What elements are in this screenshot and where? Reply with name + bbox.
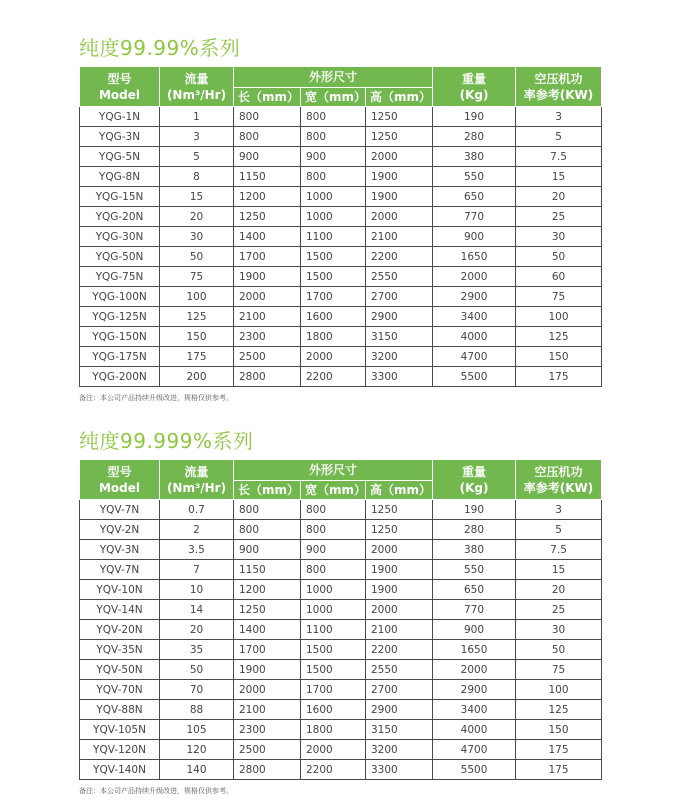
cell-height: 2700 <box>366 287 433 307</box>
cell-height: 1900 <box>366 560 433 580</box>
header-length: 长（mm） <box>234 481 301 500</box>
cell-flow: 200 <box>160 367 234 387</box>
cell-height: 3300 <box>366 760 433 780</box>
header-compressor: 空压机功 率参考(KW) <box>516 67 602 107</box>
cell-compressor: 125 <box>516 327 602 347</box>
cell-height: 2000 <box>366 147 433 167</box>
cell-compressor: 25 <box>516 600 602 620</box>
table-row <box>80 167 602 187</box>
cell-compressor: 60 <box>516 267 602 287</box>
cell-model: YQG-100N <box>80 287 160 307</box>
header-width: 宽（mm） <box>301 88 366 107</box>
cell-weight: 770 <box>433 600 516 620</box>
cell-height: 2900 <box>366 700 433 720</box>
cell-width: 1600 <box>301 307 366 327</box>
cell-flow: 50 <box>160 247 234 267</box>
cell-model: YQV-2N <box>80 520 160 540</box>
cell-height: 2200 <box>366 247 433 267</box>
table-row <box>80 660 602 680</box>
table-row <box>80 327 602 347</box>
cell-compressor: 15 <box>516 560 602 580</box>
cell-length: 1900 <box>234 267 301 287</box>
table-row <box>80 147 602 167</box>
cell-weight: 3400 <box>433 307 516 327</box>
cell-width: 900 <box>301 540 366 560</box>
cell-length: 2000 <box>234 287 301 307</box>
cell-height: 3300 <box>366 367 433 387</box>
cell-flow: 88 <box>160 700 234 720</box>
table-row <box>80 620 602 640</box>
cell-compressor: 25 <box>516 207 602 227</box>
header-weight: 重量 (Kg) <box>433 460 516 500</box>
note: 备注：本公司产品持续升级改进，规格仅供参考。 <box>79 394 233 402</box>
cell-weight: 1650 <box>433 640 516 660</box>
cell-flow: 20 <box>160 620 234 640</box>
cell-flow: 175 <box>160 347 234 367</box>
cell-flow: 105 <box>160 720 234 740</box>
cell-width: 2000 <box>301 740 366 760</box>
table-row <box>80 307 602 327</box>
cell-weight: 4700 <box>433 347 516 367</box>
cell-width: 800 <box>301 127 366 147</box>
cell-weight: 4000 <box>433 327 516 347</box>
cell-weight: 190 <box>433 107 516 127</box>
cell-model: YQG-30N <box>80 227 160 247</box>
cell-flow: 30 <box>160 227 234 247</box>
header-height: 高（mm） <box>366 88 433 107</box>
cell-weight: 4700 <box>433 740 516 760</box>
cell-flow: 7 <box>160 560 234 580</box>
cell-model: YQV-140N <box>80 760 160 780</box>
header-height: 高（mm） <box>366 481 433 500</box>
cell-height: 2550 <box>366 267 433 287</box>
spec-table <box>79 459 602 780</box>
cell-length: 2100 <box>234 307 301 327</box>
cell-length: 2300 <box>234 327 301 347</box>
cell-flow: 14 <box>160 600 234 620</box>
cell-width: 800 <box>301 107 366 127</box>
cell-flow: 3 <box>160 127 234 147</box>
cell-flow: 15 <box>160 187 234 207</box>
cell-length: 1200 <box>234 580 301 600</box>
cell-model: YQV-14N <box>80 600 160 620</box>
header-width: 宽（mm） <box>301 481 366 500</box>
cell-length: 2100 <box>234 700 301 720</box>
cell-model: YQG-75N <box>80 267 160 287</box>
cell-height: 2550 <box>366 660 433 680</box>
cell-compressor: 50 <box>516 247 602 267</box>
cell-length: 1200 <box>234 187 301 207</box>
cell-weight: 280 <box>433 520 516 540</box>
cell-weight: 2000 <box>433 267 516 287</box>
cell-height: 3200 <box>366 347 433 367</box>
cell-model: YQG-200N <box>80 367 160 387</box>
cell-compressor: 150 <box>516 720 602 740</box>
cell-compressor: 7.5 <box>516 147 602 167</box>
cell-weight: 5500 <box>433 760 516 780</box>
cell-width: 1000 <box>301 600 366 620</box>
cell-length: 1150 <box>234 560 301 580</box>
table-row <box>80 600 602 620</box>
cell-model: YQG-50N <box>80 247 160 267</box>
cell-length: 2300 <box>234 720 301 740</box>
cell-width: 2200 <box>301 367 366 387</box>
header-flow: 流量 (Nm³/Hr) <box>160 67 234 107</box>
cell-model: YQV-35N <box>80 640 160 660</box>
cell-length: 1700 <box>234 247 301 267</box>
cell-model: YQV-120N <box>80 740 160 760</box>
cell-weight: 190 <box>433 500 516 520</box>
section-9999 <box>79 34 601 403</box>
cell-model: YQG-175N <box>80 347 160 367</box>
cell-weight: 650 <box>433 187 516 207</box>
cell-width: 800 <box>301 560 366 580</box>
cell-length: 2800 <box>234 760 301 780</box>
section-99999 <box>79 427 601 796</box>
cell-flow: 120 <box>160 740 234 760</box>
cell-model: YQV-50N <box>80 660 160 680</box>
cell-model: YQV-88N <box>80 700 160 720</box>
cell-height: 2000 <box>366 540 433 560</box>
table-row <box>80 720 602 740</box>
cell-height: 1900 <box>366 187 433 207</box>
cell-compressor: 75 <box>516 660 602 680</box>
cell-height: 3200 <box>366 740 433 760</box>
cell-height: 1900 <box>366 580 433 600</box>
cell-compressor: 175 <box>516 740 602 760</box>
table-row <box>80 247 602 267</box>
cell-compressor: 175 <box>516 760 602 780</box>
cell-width: 1500 <box>301 660 366 680</box>
cell-weight: 380 <box>433 540 516 560</box>
cell-weight: 650 <box>433 580 516 600</box>
header-model: 型号 Model <box>80 67 160 107</box>
cell-width: 800 <box>301 500 366 520</box>
cell-model: YQG-5N <box>80 147 160 167</box>
section-title: 纯度99.999%系列 <box>79 429 254 453</box>
cell-length: 1250 <box>234 600 301 620</box>
header-dimensions: 外形尺寸 <box>234 67 433 88</box>
cell-model: YQV-7N <box>80 500 160 520</box>
cell-flow: 70 <box>160 680 234 700</box>
cell-length: 2800 <box>234 367 301 387</box>
table-row <box>80 287 602 307</box>
table-row <box>80 680 602 700</box>
cell-height: 3150 <box>366 327 433 347</box>
cell-height: 1900 <box>366 167 433 187</box>
header-length: 长（mm） <box>234 88 301 107</box>
cell-model: YQG-1N <box>80 107 160 127</box>
cell-model: YQG-150N <box>80 327 160 347</box>
cell-model: YQV-20N <box>80 620 160 640</box>
cell-model: YQV-10N <box>80 580 160 600</box>
cell-height: 2000 <box>366 600 433 620</box>
cell-flow: 125 <box>160 307 234 327</box>
cell-width: 1000 <box>301 207 366 227</box>
spec-table <box>79 66 602 387</box>
cell-length: 1150 <box>234 167 301 187</box>
cell-weight: 550 <box>433 167 516 187</box>
cell-compressor: 30 <box>516 620 602 640</box>
cell-compressor: 50 <box>516 640 602 660</box>
cell-weight: 550 <box>433 560 516 580</box>
section-title: 纯度99.99%系列 <box>79 36 241 60</box>
table-row <box>80 107 602 127</box>
cell-flow: 150 <box>160 327 234 347</box>
cell-height: 2900 <box>366 307 433 327</box>
cell-compressor: 20 <box>516 580 602 600</box>
table-row <box>80 580 602 600</box>
cell-weight: 770 <box>433 207 516 227</box>
cell-length: 1400 <box>234 227 301 247</box>
cell-model: YQG-125N <box>80 307 160 327</box>
cell-weight: 2900 <box>433 287 516 307</box>
table-row <box>80 640 602 660</box>
cell-width: 1800 <box>301 327 366 347</box>
cell-compressor: 125 <box>516 700 602 720</box>
cell-width: 1000 <box>301 187 366 207</box>
cell-weight: 3400 <box>433 700 516 720</box>
table-row <box>80 227 602 247</box>
cell-width: 1500 <box>301 640 366 660</box>
cell-length: 1400 <box>234 620 301 640</box>
cell-weight: 1650 <box>433 247 516 267</box>
cell-compressor: 75 <box>516 287 602 307</box>
cell-width: 1800 <box>301 720 366 740</box>
cell-length: 2500 <box>234 740 301 760</box>
cell-compressor: 15 <box>516 167 602 187</box>
cell-width: 2200 <box>301 760 366 780</box>
cell-width: 1600 <box>301 700 366 720</box>
cell-length: 900 <box>234 147 301 167</box>
cell-model: YQV-70N <box>80 680 160 700</box>
cell-width: 1100 <box>301 620 366 640</box>
cell-length: 800 <box>234 127 301 147</box>
cell-flow: 1 <box>160 107 234 127</box>
table-row <box>80 127 602 147</box>
cell-compressor: 5 <box>516 127 602 147</box>
cell-flow: 20 <box>160 207 234 227</box>
cell-height: 2700 <box>366 680 433 700</box>
cell-height: 1250 <box>366 500 433 520</box>
cell-model: YQG-20N <box>80 207 160 227</box>
cell-model: YQG-8N <box>80 167 160 187</box>
cell-height: 1250 <box>366 127 433 147</box>
cell-weight: 280 <box>433 127 516 147</box>
cell-weight: 2000 <box>433 660 516 680</box>
cell-height: 3150 <box>366 720 433 740</box>
table-row <box>80 500 602 520</box>
cell-weight: 2900 <box>433 680 516 700</box>
cell-width: 1700 <box>301 680 366 700</box>
cell-length: 800 <box>234 500 301 520</box>
cell-compressor: 150 <box>516 347 602 367</box>
cell-width: 1100 <box>301 227 366 247</box>
header-model: 型号 Model <box>80 460 160 500</box>
cell-model: YQG-3N <box>80 127 160 147</box>
cell-height: 1250 <box>366 520 433 540</box>
cell-compressor: 5 <box>516 520 602 540</box>
note: 备注：本公司产品持续升级改进，规格仅供参考。 <box>79 787 233 795</box>
table-row <box>80 540 602 560</box>
cell-model: YQV-105N <box>80 720 160 740</box>
cell-width: 1500 <box>301 247 366 267</box>
cell-width: 1500 <box>301 267 366 287</box>
cell-height: 2100 <box>366 227 433 247</box>
cell-flow: 50 <box>160 660 234 680</box>
cell-length: 1900 <box>234 660 301 680</box>
cell-flow: 3.5 <box>160 540 234 560</box>
table-row <box>80 367 602 387</box>
cell-compressor: 175 <box>516 367 602 387</box>
cell-compressor: 3 <box>516 107 602 127</box>
cell-flow: 140 <box>160 760 234 780</box>
cell-flow: 0.7 <box>160 500 234 520</box>
cell-compressor: 30 <box>516 227 602 247</box>
cell-compressor: 3 <box>516 500 602 520</box>
header-weight: 重量 (Kg) <box>433 67 516 107</box>
cell-length: 1700 <box>234 640 301 660</box>
cell-length: 2000 <box>234 680 301 700</box>
cell-weight: 5500 <box>433 367 516 387</box>
cell-length: 900 <box>234 540 301 560</box>
cell-flow: 75 <box>160 267 234 287</box>
cell-weight: 380 <box>433 147 516 167</box>
table-row <box>80 267 602 287</box>
cell-width: 900 <box>301 147 366 167</box>
cell-height: 2000 <box>366 207 433 227</box>
header-flow: 流量 (Nm³/Hr) <box>160 460 234 500</box>
cell-height: 2100 <box>366 620 433 640</box>
cell-length: 800 <box>234 520 301 540</box>
cell-width: 800 <box>301 520 366 540</box>
cell-width: 1000 <box>301 580 366 600</box>
table-row <box>80 740 602 760</box>
header-dimensions: 外形尺寸 <box>234 460 433 481</box>
cell-model: YQG-15N <box>80 187 160 207</box>
cell-height: 1250 <box>366 107 433 127</box>
cell-flow: 2 <box>160 520 234 540</box>
cell-compressor: 20 <box>516 187 602 207</box>
cell-length: 800 <box>234 107 301 127</box>
cell-model: YQV-3N <box>80 540 160 560</box>
cell-flow: 10 <box>160 580 234 600</box>
cell-width: 2000 <box>301 347 366 367</box>
cell-compressor: 100 <box>516 680 602 700</box>
table-row <box>80 700 602 720</box>
cell-flow: 8 <box>160 167 234 187</box>
cell-model: YQV-7N <box>80 560 160 580</box>
cell-flow: 5 <box>160 147 234 167</box>
table-row <box>80 520 602 540</box>
cell-length: 2500 <box>234 347 301 367</box>
cell-height: 2200 <box>366 640 433 660</box>
cell-width: 1700 <box>301 287 366 307</box>
table-row <box>80 187 602 207</box>
table-row <box>80 760 602 780</box>
cell-compressor: 100 <box>516 307 602 327</box>
cell-width: 800 <box>301 167 366 187</box>
cell-flow: 100 <box>160 287 234 307</box>
table-row <box>80 560 602 580</box>
cell-weight: 900 <box>433 227 516 247</box>
cell-flow: 35 <box>160 640 234 660</box>
cell-length: 1250 <box>234 207 301 227</box>
table-row <box>80 347 602 367</box>
cell-weight: 4000 <box>433 720 516 740</box>
cell-weight: 900 <box>433 620 516 640</box>
header-compressor: 空压机功 率参考(KW) <box>516 460 602 500</box>
cell-compressor: 7.5 <box>516 540 602 560</box>
table-row <box>80 207 602 227</box>
